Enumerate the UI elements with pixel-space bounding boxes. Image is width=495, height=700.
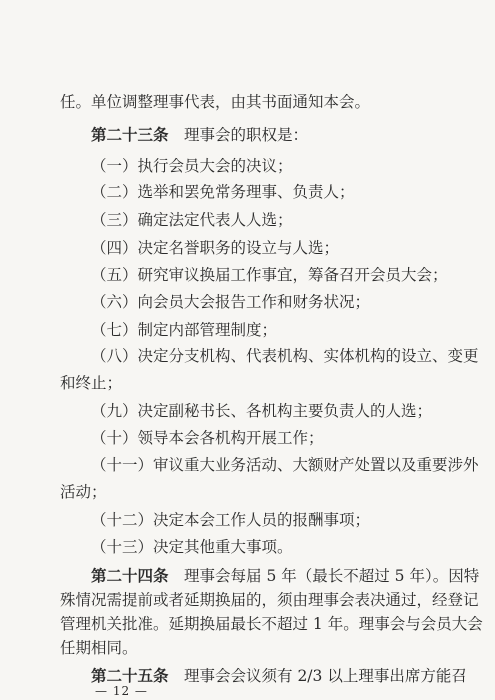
list-item-continuation: 活动； [60,483,107,501]
article-23-line [91,125,451,145]
article-24-line [91,566,480,586]
list-item: （十三）决定其他重大事项。 [91,538,293,556]
text-line: 管理机关批准。延期换届最长不超过 1 年。理事会与会员大会 [60,615,483,633]
article-23-heading: 第二十三条 [91,125,169,144]
text-line: 任。单位调整理事代表，由其书面通知本会。 [60,93,371,111]
list-item: （一）执行会员大会的决议； [91,157,293,175]
article-25-heading: 第二十五条 [91,666,169,685]
article-25-text: 理事会会议须有 2/3 以上理事出席方能召 [168,667,467,685]
list-item: （十二）决定本会工作人员的报酬事项； [91,511,371,529]
article-24-heading: 第二十四条 [91,566,169,585]
text-line: 任期相同。 [60,639,138,657]
list-item: （二）选举和罢免常务理事、负责人； [91,183,355,201]
list-item: （十一）审议重大业务活动、大额财产处置以及重要涉外 [91,456,479,474]
list-item-continuation: 和终止； [60,374,123,392]
list-item: （四）决定名誉职务的设立与人选； [91,239,340,257]
list-item: （九）决定副秘书长、各机构主要负责人的人选； [91,402,433,420]
list-item: （七）制定内部管理制度； [91,321,278,339]
list-item: （三）确定法定代表人人选； [91,211,293,229]
article-23-text: 理事会的职权是： [168,126,309,144]
list-item: （五）研究审议换届工作事宜，筹备召开会员大会； [91,266,448,284]
list-item: （八）决定分支机构、代表机构、实体机构的设立、变更 [91,347,479,365]
list-item: （六）向会员大会报告工作和财务状况； [91,293,371,311]
page-number: — 12 — [95,684,148,698]
article-24-text: 理事会每届 5 年（最长不超过 5 年）。因特 [168,567,480,585]
list-item: （十）领导本会各机构开展工作； [91,429,324,447]
text-line: 殊情况需提前或者延期换届的，须由理事会表决通过，经登记 [60,591,479,609]
article-25-line [91,666,467,686]
